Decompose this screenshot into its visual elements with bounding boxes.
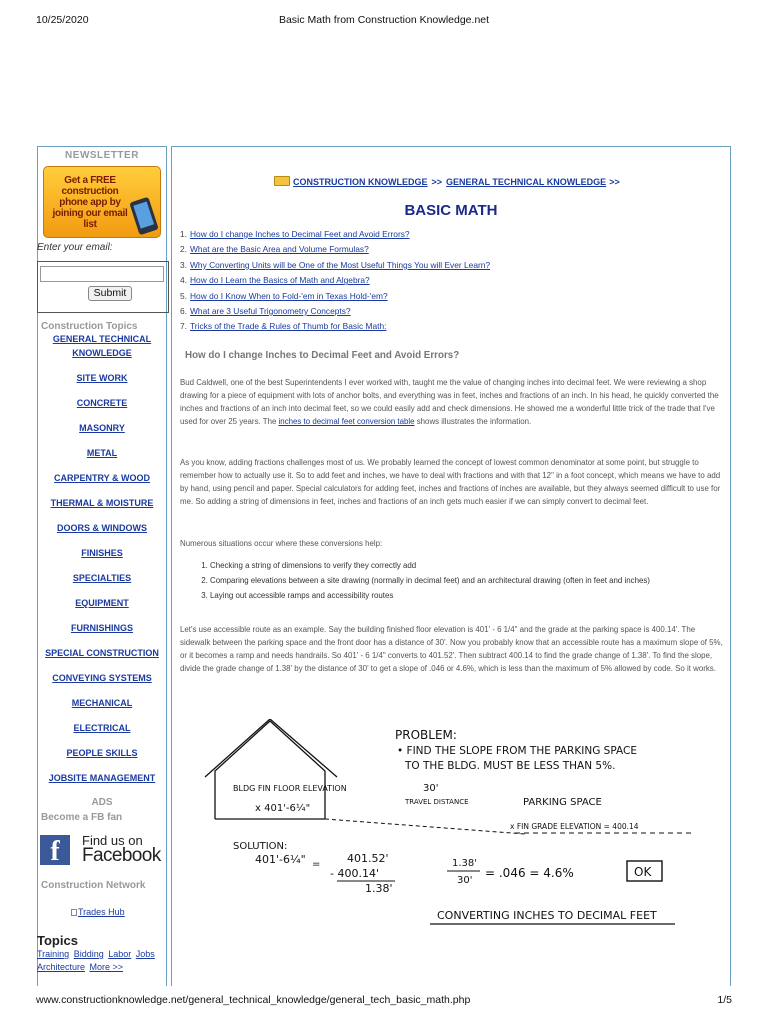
print-url: www.constructionknowledge.net/general_technical_knowledge/general_tech_basic_math.php [36, 994, 471, 1006]
toc-item [180, 242, 490, 257]
sketch-sol-a: 401'-6¼" [255, 853, 306, 866]
sketch-sol-b: 401.52' [347, 852, 389, 865]
toc-item [180, 227, 490, 242]
sidebar [37, 146, 167, 986]
page-number: 1/5 [717, 994, 732, 1006]
print-date: 10/25/2020 [36, 14, 89, 26]
construction-network-label: Construction Network [41, 880, 146, 891]
toc-number: 5. [180, 290, 187, 301]
topic-link-specialties[interactable]: SPECIALTIES [72, 573, 132, 583]
sketch-ok: OK [634, 865, 652, 879]
fb-wordmark: Facebook [82, 845, 161, 866]
breadcrumb [274, 176, 624, 187]
broken-image-icon [71, 909, 77, 916]
toc-item [180, 273, 490, 288]
topic-link-general-technical-knowledge[interactable]: GENERAL TECHNICAL KNOWLEDGE [52, 334, 152, 358]
facebook-icon: f [40, 835, 70, 865]
link-training[interactable]: Training [37, 949, 70, 959]
phone-app-promo[interactable] [43, 166, 161, 238]
breadcrumb-general-technical-knowledge[interactable]: GENERAL TECHNICAL KNOWLEDGE [446, 177, 607, 187]
topic-link-site-work[interactable]: SITE WORK [76, 373, 128, 383]
sketch-result: = .046 = 4.6% [485, 866, 574, 880]
toc-link[interactable]: What are 3 Useful Trigonometry Concepts? [190, 306, 351, 317]
print-header [36, 14, 732, 28]
topic-quick-links [37, 948, 166, 974]
link-bidding[interactable]: Bidding [73, 949, 104, 959]
toc-item [180, 258, 490, 273]
toc-item [180, 319, 490, 334]
construction-topics-heading: Construction Topics [41, 321, 138, 332]
toc-number: 2. [180, 244, 187, 255]
list-item: 2. Comparing elevations between a site drawing (normally in decimal feet) and an architectural drawing (often in feet and inches) [210, 575, 725, 586]
list-item: 1. Checking a string of dimensions to verify they correctly add [210, 560, 725, 571]
toc-number: 7. [180, 321, 187, 332]
topic-link-thermal-moisture[interactable]: THERMAL & MOISTURE [50, 498, 154, 508]
sketch-caption: CONVERTING INCHES TO DECIMAL FEET [437, 909, 657, 922]
sketch-distance-label: TRAVEL DISTANCE [405, 798, 469, 806]
toc-link[interactable]: What are the Basic Area and Volume Formulas? [190, 244, 369, 255]
sketch-problem-line1: • FIND THE SLOPE FROM THE PARKING SPACE [397, 745, 637, 757]
toc-number: 1. [180, 229, 187, 239]
sketch-frac-den: 30' [457, 875, 473, 886]
slope-sketch [175, 719, 725, 934]
breadcrumb-trail: >> [609, 177, 620, 187]
fb-find-text: Find us on [82, 833, 143, 848]
toc-link[interactable]: Tricks of the Trade & Rules of Thumb for Basic Math: [190, 321, 387, 332]
topic-link-equipment[interactable]: EQUIPMENT [75, 598, 129, 608]
topic-link-mechanical[interactable]: MECHANICAL [71, 698, 133, 708]
page-title: BASIC MATH [404, 202, 498, 219]
paragraph-text: Bud Caldwell, one of the best Superintendents I ever worked with, taught me the value of changing inches into decimal feet. We were reviewing a shop drawing for a piece of equipment with lots of anchor bolts, and everything was in feet, inches and fractions of an inch. In his head, he quickly converted the inches and fractions of an inch into decimal feet, so we could easily add and check dimensions. He showed me a wonderful little trick of the trade that I've used for over 25 years. The [180, 378, 719, 427]
situations-list [210, 560, 725, 605]
toc-item [180, 304, 490, 319]
table-of-contents [180, 227, 490, 335]
print-footer [36, 994, 732, 1008]
sketch-frac-num: 1.38' [452, 858, 478, 869]
topic-link-doors-windows[interactable]: DOORS & WINDOWS [57, 523, 147, 533]
print-title: Basic Math from Construction Knowledge.net [278, 14, 490, 26]
topic-link-conveying-systems[interactable]: CONVEYING SYSTEMS [52, 673, 152, 683]
sketch-parking-label: PARKING SPACE [523, 797, 602, 808]
folder-icon [274, 176, 290, 186]
conversion-table-link[interactable]: inches to decimal feet conversion table [278, 417, 415, 427]
toc-item [180, 289, 490, 304]
toc-number: 6. [180, 306, 187, 317]
paragraph-tail: shows illustrates the information. [414, 417, 532, 427]
breadcrumb-construction-knowledge[interactable]: CONSTRUCTION KNOWLEDGE [293, 177, 428, 187]
topic-link-metal[interactable]: METAL [86, 448, 118, 458]
toc-link[interactable]: How do I Know When to Fold-'em in Texas Hold-'em? [190, 290, 388, 301]
link-more[interactable]: More >> [89, 962, 124, 972]
submit-button[interactable]: Submit [88, 286, 132, 301]
link-architecture[interactable]: Architecture [37, 962, 86, 972]
topic-link-special-construction[interactable]: SPECIAL CONSTRUCTION [45, 648, 159, 658]
link-jobs[interactable]: Jobs [135, 949, 155, 959]
trades-hub-link[interactable]: Trades Hub [78, 907, 125, 917]
sketch-sol-c: - 400.14' [330, 867, 379, 880]
facebook-badge[interactable] [40, 833, 166, 867]
email-field[interactable] [40, 266, 164, 282]
topic-list [38, 332, 166, 785]
phone-icon [129, 197, 159, 236]
topic-link-jobsite-management[interactable]: JOBSITE MANAGEMENT [48, 773, 156, 783]
paragraph-fractions: As you know, adding fractions challenges most of us. We probably learned the concept of lowest common denominator at some point, but struggle to remember how to actually use it. So to add feet and inches, we have to deal with fractions and with that 12" in a foot concept, which means we have to add by hand, using pencil and paper. Special calculators for adding feet, inches and fractions of inches are available, but they always seemed difficult to use for me. So adding a string of dimensions in feet, inches and fractions of an inch gets much easier if we can simply convert to decimal feet. [180, 458, 721, 507]
toc-number: 4. [180, 275, 187, 286]
promo-text: Get a FREE construction phone app by joining our email list [52, 175, 128, 230]
email-form [37, 261, 169, 313]
toc-link[interactable]: How do I change Inches to Decimal Feet and Avoid Errors? [190, 229, 410, 239]
topic-link-people-skills[interactable]: PEOPLE SKILLS [66, 748, 138, 758]
list-item: 3. Laying out accessible ramps and accessibility routes [210, 590, 725, 601]
paragraph-example: Let's use accessible route as an example. Say the building finished floor elevation is 401' - 6 1/4" and the grade at the parking space is 400.14'. The sidewalk between the parking space and the front door has a distance of 30'. Now you probably know that an accessible route has a maximum slope of 5%, or it becomes a ramp and needs handrails. So 401' - 6 1/4" converts to 401.52'. Then subtract 400.14 to find the grade change of 1.38'. To find the slope, divide the grade change of 1.38' by the distance of 30' to get a slope of .046 or 4.6%, which is less than the maximum of 5% allowed by code. So it works. [180, 625, 723, 674]
sketch-sol-eq: = [312, 859, 321, 870]
section-heading: How do I change Inches to Decimal Feet and Avoid Errors? [185, 350, 460, 361]
topic-link-carpentry-wood[interactable]: CARPENTRY & WOOD [53, 473, 150, 483]
sketch-problem: PROBLEM: [395, 728, 457, 742]
topics-heading: Topics [37, 933, 78, 948]
trades-hub-image-link[interactable] [71, 907, 166, 917]
breadcrumb-separator: >> [431, 177, 443, 187]
fb-fan-label: Become a FB fan [41, 812, 123, 823]
topic-link-concrete[interactable]: CONCRETE [76, 398, 128, 408]
topic-link-furnishings[interactable]: FURNISHINGS [70, 623, 133, 633]
toc-link[interactable]: How do I Learn the Basics of Math and Algebra? [190, 275, 370, 286]
sketch-grade-label: x FIN GRADE ELEVATION = 400.14 [510, 822, 639, 831]
topic-link-finishes[interactable]: FINISHES [81, 548, 123, 558]
toc-link[interactable]: Why Converting Units will be One of the Most Useful Things You will Ever Learn? [190, 259, 491, 270]
sketch-sol-d: 1.38' [365, 882, 393, 895]
sketch-bldg-label: BLDG FIN FLOOR ELEVATION [233, 784, 347, 793]
ads-label: ADS [91, 797, 113, 808]
paragraph-intro [180, 376, 725, 428]
email-label: Enter your email: [37, 242, 113, 253]
topic-link-masonry[interactable]: MASONRY [79, 423, 125, 433]
sketch-bldg-value: x 401'-6¼" [255, 803, 311, 814]
topic-link-electrical[interactable]: ELECTRICAL [73, 723, 131, 733]
paragraph-situations: Numerous situations occur where these conversions help: [180, 539, 383, 548]
link-labor[interactable]: Labor [108, 949, 132, 959]
sketch-problem-line2: TO THE BLDG. MUST BE LESS THAN 5%. [405, 760, 616, 772]
slope-line [325, 819, 525, 834]
newsletter-heading: NEWSLETTER [65, 150, 139, 161]
sketch-solution: SOLUTION: [233, 841, 288, 852]
sketch-distance-value: 30' [423, 783, 439, 794]
toc-number: 3. [180, 259, 187, 270]
